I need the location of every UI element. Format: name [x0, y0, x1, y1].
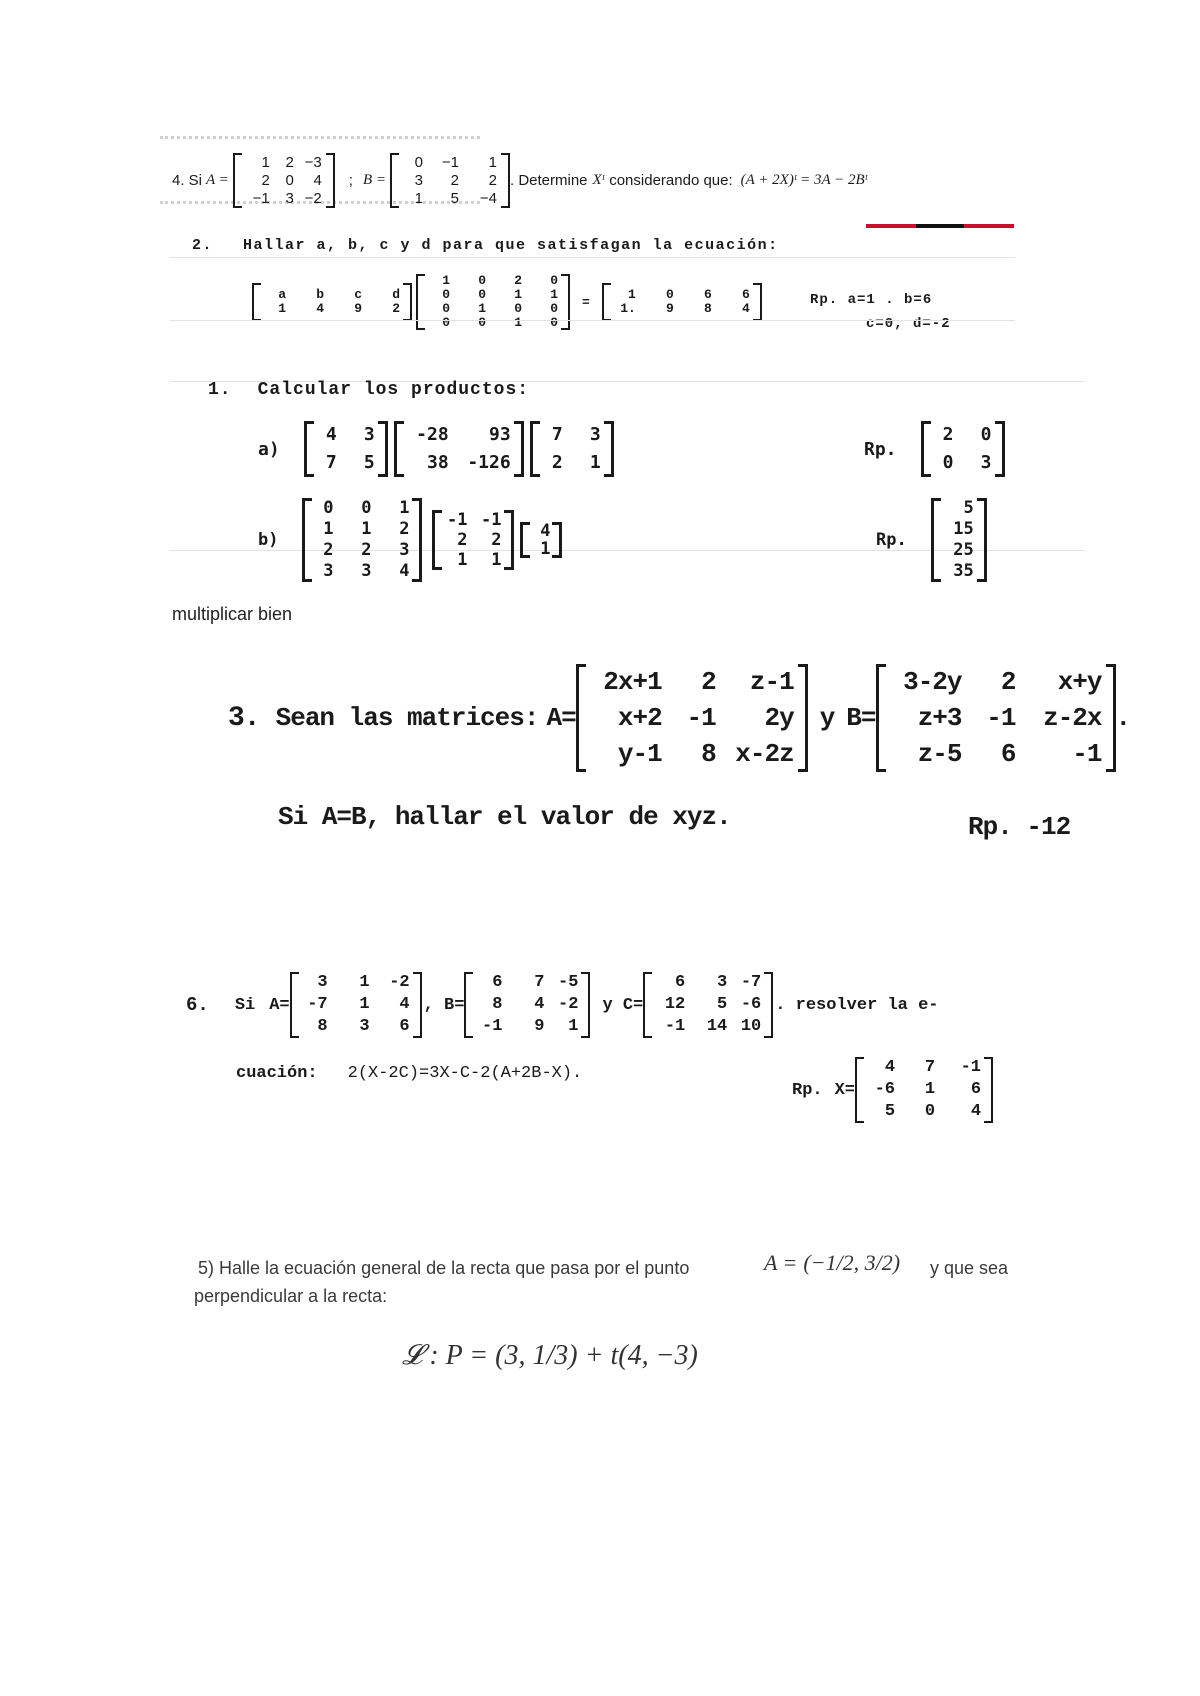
- matrix-cell: x+2: [617, 703, 662, 733]
- matrix-cell: 35: [953, 561, 974, 581]
- matrix-cell: x+y: [1057, 667, 1102, 697]
- matrix-cell: -6: [740, 995, 762, 1014]
- matrix-cell: 0: [924, 1102, 936, 1121]
- matrix-cell: 3: [363, 424, 375, 445]
- p6-equation: 2(X-2C)=3X-C-2(A+2B-X).: [347, 1064, 583, 1083]
- matrix-cell: -5: [558, 973, 579, 992]
- matrix-cell: 0: [442, 301, 450, 316]
- matrix-cell: 3: [285, 189, 294, 207]
- matrix-cell: 0: [942, 452, 954, 473]
- matrix-cell: 3: [317, 973, 328, 992]
- matrix-cell: 1: [361, 519, 372, 539]
- matrix-cell: 4: [884, 1058, 896, 1077]
- p5-text1: 5) Halle la ecuación general de la recta que pasa por el punto: [198, 1258, 690, 1278]
- p1-a-label: a): [258, 438, 280, 460]
- p1-title: Calcular los productos:: [257, 380, 530, 400]
- p1-b-matrix-2: [432, 510, 514, 570]
- p5-line-equation: 𝓛 : P = (3, 1/3) + t(4, −3): [402, 1340, 698, 1371]
- problem-6-line1: [186, 968, 938, 1042]
- matrix-cell: 5: [963, 498, 974, 518]
- matrix-cell: 2: [261, 171, 270, 189]
- matrix-cell: 7: [551, 424, 563, 445]
- matrix-cell: −2: [304, 189, 322, 207]
- matrix-cell: 1.: [620, 301, 636, 316]
- p1-part-a: [258, 418, 614, 480]
- matrix-cell: -1: [664, 1017, 686, 1036]
- p1-num: 1.: [208, 380, 232, 400]
- p2-matrix-4x4: [416, 274, 570, 330]
- matrix-cell: −1: [252, 189, 270, 207]
- matrix-cell: 9: [666, 301, 674, 316]
- matrix-cell: -1: [960, 1058, 982, 1077]
- matrix-cell: 0: [666, 287, 674, 302]
- p4-equation: (A + 2X)ᵗ = 3A − 2Bᵗ: [740, 171, 868, 188]
- p3-title: Sean las matrices:: [275, 703, 539, 733]
- p2-answer-2: c=0, d=-2: [866, 316, 951, 332]
- color-bar-red: [964, 224, 1014, 228]
- matrix-cell: 1: [323, 519, 334, 539]
- p6-matrix-B: [464, 972, 590, 1038]
- p4-text2: considerando que:: [609, 171, 733, 189]
- p1-b-matrix-1: [302, 498, 422, 582]
- color-bar-red: [866, 224, 916, 228]
- matrix-cell: 8: [492, 995, 503, 1014]
- matrix-cell: 2y: [764, 703, 794, 733]
- matrix-cell: 1: [514, 287, 522, 302]
- matrix-cell: 2: [551, 452, 563, 473]
- p2-num: 2.: [192, 237, 214, 254]
- matrix-cell: 6: [704, 287, 712, 302]
- p6-num: 6.: [186, 994, 209, 1016]
- p2-title: Hallar a, b, c y d para que satisfagan la ecuación:: [243, 237, 779, 254]
- matrix-cell: z+3: [917, 703, 962, 733]
- matrix-cell: -6: [874, 1080, 896, 1099]
- matrix-cell: 2: [1000, 667, 1016, 697]
- matrix-cell: 9: [354, 301, 362, 316]
- p1-part-b: [258, 494, 562, 586]
- p6-matrix-A: [290, 972, 422, 1038]
- matrix-cell: 4: [316, 301, 324, 316]
- p3-answer: Rp. -12: [968, 812, 1071, 842]
- matrix-cell: 3: [399, 540, 410, 560]
- problem-2-title: [192, 237, 779, 254]
- matrix-cell: 1: [457, 550, 468, 570]
- matrix-cell: 7: [534, 973, 545, 992]
- matrix-cell: -7: [307, 995, 328, 1014]
- p5-point-value: (−1/2, 3/2): [803, 1250, 901, 1275]
- matrix-cell: 1: [478, 301, 486, 316]
- matrix-cell: 1: [278, 301, 286, 316]
- matrix-cell: 0: [285, 171, 294, 189]
- matrix-cell: 9: [534, 1017, 545, 1036]
- matrix-cell: 3: [323, 561, 334, 581]
- matrix-cell: 0: [514, 301, 522, 316]
- matrix-cell: 4: [540, 521, 551, 541]
- matrix-cell: 2: [457, 530, 468, 550]
- matrix-cell: 6: [492, 973, 503, 992]
- matrix-cell: -1: [1072, 739, 1102, 769]
- matrix-cell: d: [392, 287, 400, 302]
- p6-matrix-X: [855, 1057, 993, 1123]
- matrix-cell: 15: [953, 519, 974, 539]
- matrix-cell: 1: [550, 287, 558, 302]
- matrix-cell: -2: [389, 973, 410, 992]
- matrix-cell: 1: [540, 539, 551, 559]
- problem-6-line2: [236, 1064, 582, 1083]
- matrix-cell: z-5: [917, 739, 962, 769]
- p4-B-eq: B =: [362, 171, 386, 188]
- matrix-cell: 4: [534, 995, 545, 1014]
- matrix-cell: 1: [924, 1080, 936, 1099]
- matrix-cell: −1: [441, 153, 459, 171]
- p3-B-eq: B=: [846, 703, 876, 733]
- matrix-cell: 7: [325, 452, 337, 473]
- matrix-cell: 5: [363, 452, 375, 473]
- matrix-cell: 14: [706, 1017, 728, 1036]
- matrix-cell: 3: [589, 424, 601, 445]
- p6-answer: [792, 1054, 993, 1126]
- problem-2-equation: [252, 270, 762, 334]
- p2-eq: =: [582, 294, 590, 310]
- matrix-cell: 3: [361, 561, 372, 581]
- matrix-cell: 1: [399, 498, 410, 518]
- p3-matrix-B: [876, 664, 1116, 772]
- matrix-cell: 93: [489, 424, 511, 445]
- matrix-cell: 2: [942, 424, 954, 445]
- matrix-cell: 0: [478, 315, 486, 330]
- matrix-cell: 2: [488, 171, 497, 189]
- matrix-cell: 1: [589, 452, 601, 473]
- matrix-cell: 2: [323, 540, 334, 560]
- matrix-cell: 8: [317, 1017, 328, 1036]
- matrix-cell: 0: [478, 273, 486, 288]
- matrix-cell: x-2z: [735, 739, 794, 769]
- p4-sep: ;: [348, 171, 353, 189]
- p6-si: Si: [234, 995, 256, 1015]
- matrix-cell: 0: [442, 287, 450, 302]
- p4-matrix-A: [233, 153, 335, 208]
- p2-matrix-result: [602, 283, 762, 321]
- scan-line: [170, 320, 1015, 321]
- p3-question: Si A=B, hallar el valor de xyz.: [278, 802, 731, 832]
- p6-rp: Rp.: [792, 1080, 823, 1100]
- matrix-cell: 3: [414, 171, 423, 189]
- matrix-cell: 0: [414, 153, 423, 171]
- matrix-cell: b: [316, 287, 324, 302]
- matrix-cell: 8: [701, 739, 716, 769]
- matrix-cell: 4: [313, 171, 322, 189]
- matrix-cell: 1: [628, 287, 636, 302]
- p6-B-eq: , B=: [423, 995, 465, 1015]
- matrix-cell: 1: [514, 315, 522, 330]
- matrix-cell: −4: [479, 189, 497, 207]
- p1-rp-a-label: Rp.: [864, 438, 897, 460]
- p3-dot: .: [1115, 703, 1131, 733]
- p6-resolver: . resolver la e-: [775, 995, 939, 1015]
- matrix-cell: 2: [701, 667, 716, 697]
- p1-a-matrix-1: [304, 421, 388, 477]
- matrix-cell: −3: [304, 153, 322, 171]
- p1-rp-b-label: Rp.: [876, 530, 907, 550]
- p4-text: . Determine: [510, 171, 588, 189]
- matrix-cell: 1: [488, 153, 497, 171]
- matrix-cell: 1: [491, 550, 502, 570]
- matrix-cell: 2x+1: [603, 667, 662, 697]
- matrix-cell: -1: [482, 1017, 503, 1036]
- matrix-cell: 0: [550, 273, 558, 288]
- p1-a-matrix-3: [530, 421, 614, 477]
- p1-b-matrix-3: [520, 522, 562, 558]
- p3-num: 3.: [228, 702, 260, 734]
- problem-1-title: [208, 380, 529, 400]
- p6-y-C: y C=: [602, 995, 644, 1015]
- p1-a-answer: [864, 418, 1005, 480]
- matrix-cell: 1: [359, 973, 370, 992]
- matrix-cell: -28: [416, 424, 449, 445]
- matrix-cell: 2: [361, 540, 372, 560]
- matrix-cell: 2: [285, 153, 294, 171]
- matrix-cell: y-1: [617, 739, 662, 769]
- p5-text3: perpendicular a la recta:: [194, 1286, 388, 1306]
- matrix-cell: 6: [1000, 739, 1016, 769]
- matrix-cell: -1: [447, 510, 468, 530]
- matrix-cell: z-2x: [1043, 703, 1102, 733]
- matrix-cell: 3: [359, 1017, 370, 1036]
- matrix-cell: -1: [481, 510, 502, 530]
- matrix-cell: 10: [740, 1017, 762, 1036]
- matrix-cell: 0: [361, 498, 372, 518]
- matrix-cell: 6: [970, 1080, 982, 1099]
- matrix-cell: 2: [514, 273, 522, 288]
- p6-matrix-C: [643, 972, 773, 1038]
- matrix-cell: 3-2y: [903, 667, 962, 697]
- color-bar-black: [916, 224, 964, 228]
- matrix-cell: 2: [491, 530, 502, 550]
- matrix-cell: 1: [568, 1017, 579, 1036]
- scan-dots: [160, 136, 480, 139]
- matrix-cell: 6: [399, 1017, 410, 1036]
- p2-answer-1: Rp. a=1 . b=6: [810, 292, 933, 308]
- matrix-cell: a: [278, 287, 286, 302]
- matrix-cell: 1: [261, 153, 270, 171]
- p1-rp-a-matrix: [921, 421, 1005, 477]
- matrix-cell: 0: [550, 301, 558, 316]
- matrix-cell: 3: [980, 452, 992, 473]
- matrix-cell: 1: [414, 189, 423, 207]
- p2-matrix-abcd: [252, 283, 412, 321]
- matrix-cell: 25: [953, 540, 974, 560]
- matrix-cell: c: [354, 287, 362, 302]
- matrix-cell: 8: [704, 301, 712, 316]
- p6-A-eq: A=: [269, 995, 290, 1015]
- matrix-cell: 4: [399, 995, 410, 1014]
- matrix-cell: 6: [742, 287, 750, 302]
- p5-point-label: A =: [764, 1250, 798, 1275]
- matrix-cell: 3: [717, 973, 728, 992]
- p5-text2: y que sea: [930, 1258, 1009, 1278]
- matrix-cell: 1: [442, 273, 450, 288]
- p3-A-eq: A=: [546, 703, 576, 733]
- matrix-cell: 0: [323, 498, 334, 518]
- p4-intro: 4. Si: [172, 171, 203, 189]
- matrix-cell: 0: [478, 287, 486, 302]
- matrix-cell: -1: [986, 703, 1016, 733]
- problem-4: [172, 150, 867, 210]
- matrix-cell: 38: [427, 452, 449, 473]
- p6-X-eq: X=: [834, 1080, 856, 1100]
- p4-A-eq: A =: [206, 171, 229, 188]
- matrix-cell: -2: [558, 995, 579, 1014]
- matrix-cell: 6: [675, 973, 686, 992]
- matrix-cell: -1: [686, 703, 716, 733]
- p6-cuacion: cuación:: [236, 1064, 318, 1083]
- p1-rp-b-matrix: [931, 498, 987, 582]
- matrix-cell: 0: [980, 424, 992, 445]
- scan-line: [170, 257, 1015, 258]
- matrix-cell: 4: [399, 561, 410, 581]
- matrix-cell: 2: [399, 519, 410, 539]
- problem-3: [228, 660, 1130, 776]
- matrix-cell: 4: [325, 424, 337, 445]
- matrix-cell: 7: [924, 1058, 936, 1077]
- matrix-cell: 12: [664, 995, 686, 1014]
- matrix-cell: 2: [392, 301, 400, 316]
- matrix-cell: 0: [442, 315, 450, 330]
- p1-a-matrix-2: [394, 421, 524, 477]
- matrix-cell: 5: [884, 1102, 896, 1121]
- matrix-cell: 2: [450, 171, 459, 189]
- p1-b-answer: [876, 494, 987, 586]
- p1-b-label: b): [258, 530, 279, 550]
- p5-point: [764, 1250, 900, 1276]
- note-text: multiplicar bien: [172, 604, 293, 624]
- matrix-cell: -7: [740, 973, 762, 992]
- matrix-cell: 5: [450, 189, 459, 207]
- matrix-cell: 1: [359, 995, 370, 1014]
- matrix-cell: z-1: [749, 667, 794, 697]
- matrix-cell: 5: [717, 995, 728, 1014]
- p3-y: y: [819, 703, 835, 733]
- matrix-cell: -126: [467, 452, 511, 473]
- p4-matrix-B: [390, 153, 510, 208]
- p4-Xt: Xᵗ: [592, 171, 605, 188]
- matrix-cell: 0: [550, 315, 558, 330]
- matrix-cell: 4: [970, 1102, 982, 1121]
- p3-matrix-A: [576, 664, 808, 772]
- matrix-cell: 4: [742, 301, 750, 316]
